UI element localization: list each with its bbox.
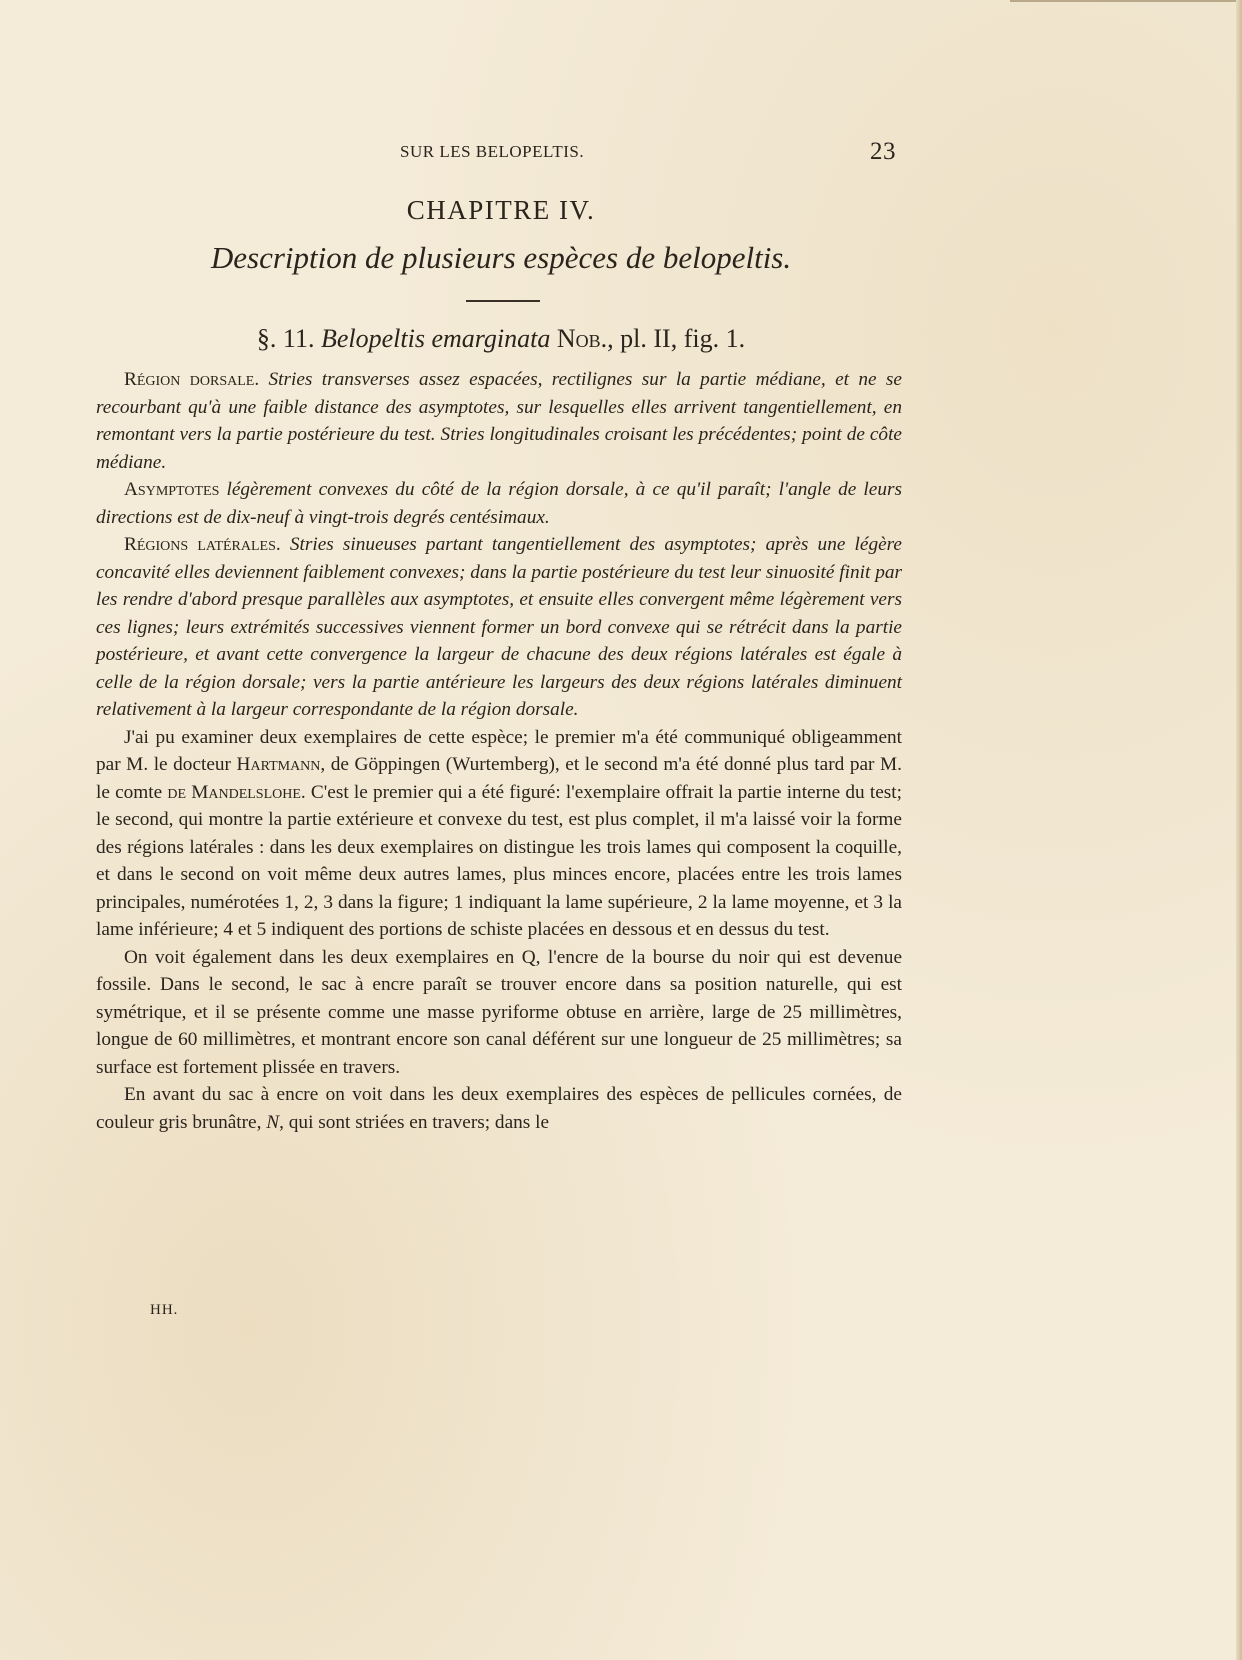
paragraph-text: Stries transverses assez espacées, rectilignes sur la partie médiane, et ne se recourbant qu'à une faible distance des asymptotes, sur lesquelles elles arrivent tangentiellement, en remontant vers la partie postérieure du test. Stries longitudinales croisant les précédentes; point de côte médiane. — [96, 369, 902, 473]
chapter-subtitle: Description de plusieurs espèces de belopeltis. — [210, 240, 792, 275]
paragraph-specimens — [96, 724, 902, 944]
species-author: Nob. — [556, 324, 608, 353]
paragraph-lead: Asymptotes — [124, 479, 220, 500]
paragraph-lateral-regions — [96, 531, 902, 724]
paragraph-text: légèrement convexes du côté de la région dorsale, à ce qu'il paraît; l'angle de leurs directions est de dix-neuf à vingt-trois degrés centésimaux. — [96, 479, 902, 528]
running-head — [400, 138, 900, 164]
running-title: SUR LES BELOPELTIS. — [400, 142, 585, 161]
chapter-title: CHAPITRE IV. — [406, 195, 596, 225]
paragraph-text: , de Göppingen (Wurtemberg), et le second m'a été donné plus tard par M. le comte — [96, 754, 902, 803]
paragraph-text: . C'est le premier qui a été figuré: l'exemplaire offrait la partie interne du test; le second, qui montre la partie extérieure et convexe du test, est plus complet, il m'a laissé voir la forme des régions latérales : dans les deux exemplaires on distingue les trois lames qui composent la coquille, et dans le second on voit même deux autres lames, plus minces encore, placées entre les trois lames principales, numérotées 1, 2, 3 dans la figure; 1 indiquant la lame supérieure, 2 la lame moyenne, et 3 la lame inférieure; 4 et 5 indiquent des portions de schiste placées en dessous et en dessus du test. — [96, 781, 902, 940]
section-heading — [0, 324, 1002, 354]
species-name: Belopeltis emarginata — [320, 324, 551, 353]
page-number: 23 — [870, 138, 896, 165]
paragraph-text: , qui sont striées en travers; dans le — [279, 1111, 550, 1133]
paragraph-text: Stries sinueuses partant tangentiellement des asymptotes; après une légère concavité elles deviennent faiblement convexes; dans la partie postérieure du test leur sinuosité finit par les rendre d'abord presque parallèles aux asymptotes, et ensuite elles convergent même légèrement vers ces lignes; leurs extrémités successives viennent former un bord convexe qui se rétrécit dans la partie postérieure, et avant cette convergence la largeur de chacune des deux régions latérales est égale à celle de la région dorsale; vers la partie antérieure les largeurs des deux régions latérales diminuent relativement à la largeur correspondante de la région dorsale. — [96, 534, 902, 720]
paragraph-dorsal-region — [96, 366, 902, 476]
divider-rule — [466, 300, 540, 302]
body-text — [96, 366, 902, 1136]
page-edge — [1236, 0, 1242, 1660]
paragraph-pellicles — [96, 1081, 902, 1136]
signature-mark: HH. — [150, 1302, 179, 1318]
person-name: Hartmann — [236, 754, 321, 775]
paragraph-lead: Régions latérales. — [124, 534, 281, 555]
paragraph-lead: Région dorsale. — [124, 369, 260, 390]
plate-reference: , pl. II, fig. 1. — [607, 324, 746, 353]
paragraph-text: En avant du sac à encre on voit dans les deux exemplaires des espèces de pellicules cornées, de couleur gris brunâtre, — [96, 1084, 902, 1133]
person-name: de Mandelslohe — [167, 781, 301, 803]
paragraph-text: J'ai pu examiner deux exemplaires de cette espèce; le premier m'a été communiqué obligeamment par M. le docteur — [96, 726, 902, 775]
top-edge-rule — [1010, 0, 1242, 2]
section-number: §. 11. — [256, 324, 315, 353]
paragraph-asymptotes — [96, 476, 902, 531]
paragraph-ink-sac: On voit également dans les deux exemplaires en Q, l'encre de la bourse du noir qui est devenue fossile. Dans le second, le sac à encre paraît se trouver encore dans sa position naturelle, qui est symétrique, et il se présente comme une masse pyriforme obtuse en arrière, large de 25 millimètres, longue de 60 millimètres, et montrant encore son canal déférent sur une longueur de 25 millimètres; sa surface est fortement plissée en travers. — [96, 946, 902, 1078]
figure-letter: N — [266, 1111, 280, 1133]
